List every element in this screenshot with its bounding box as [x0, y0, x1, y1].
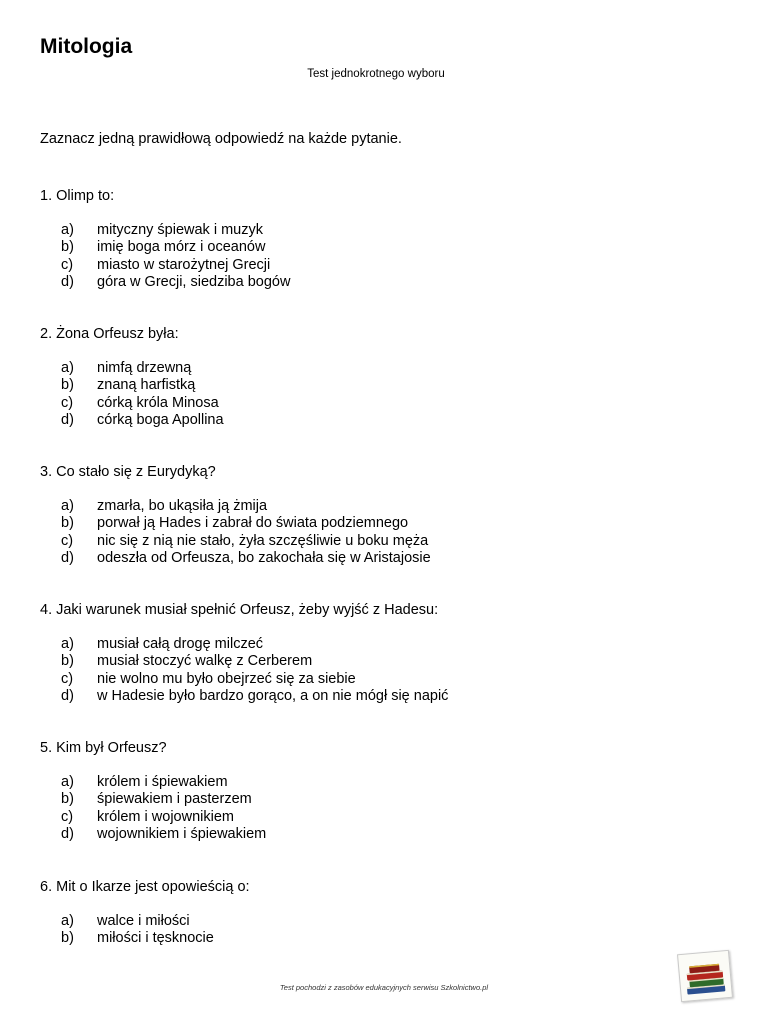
answer-item — [40, 257, 740, 274]
answer-text: imię boga mórz i oceanów — [97, 239, 266, 256]
answer-text: śpiewakiem i pasterzem — [97, 791, 252, 808]
answer-letter: d) — [61, 687, 74, 704]
question-text: 2. Żona Orfeusz była: — [40, 326, 179, 342]
answer-item — [40, 550, 740, 567]
answer-item — [40, 239, 740, 256]
answer-letter: b) — [61, 791, 74, 808]
footer-source-note: Test pochodzi z zasobów edukacyjnych serwisu Szkolnictwo.pl — [279, 983, 489, 992]
answer-text: walce i miłości — [97, 913, 190, 929]
answer-text: miasto w starożytnej Grecji — [97, 256, 271, 273]
answer-item — [40, 360, 740, 377]
answer-letter: b) — [61, 239, 74, 256]
answer-text: nic się z nią nie stało, żyła szczęśliwie u boku męża — [97, 532, 429, 549]
answer-text: córką boga Apollina — [97, 411, 224, 428]
answer-text: musiał całą drogę milczeć — [97, 636, 264, 652]
answer-text: wojownikiem i śpiewakiem — [97, 825, 267, 842]
answer-item — [40, 636, 740, 653]
answer-text: porwał ją Hades i zabrał do świata podziemnego — [97, 515, 409, 532]
page-subtitle: Test jednokrotnego wyboru — [307, 68, 445, 80]
answer-text: królem i wojownikiem — [97, 808, 234, 825]
question-4 — [40, 601, 740, 705]
answer-item — [40, 274, 740, 291]
question-text: 1. Olimp to: — [40, 188, 115, 204]
answer-list — [40, 774, 740, 843]
answer-item — [40, 791, 740, 808]
answer-item — [40, 826, 740, 843]
question-text: 5. Kim był Orfeusz? — [40, 740, 167, 756]
answer-letter: b) — [61, 653, 74, 670]
answer-item — [40, 395, 740, 412]
answer-item — [40, 688, 740, 705]
answer-item — [40, 498, 740, 515]
answer-item — [40, 412, 740, 429]
instruction-text: Zaznacz jedną prawidłową odpowiedź na każde pytanie. — [40, 131, 402, 147]
answer-letter: c) — [61, 532, 74, 549]
answer-item — [40, 930, 740, 947]
answer-item — [40, 377, 740, 394]
answer-text: królem i śpiewakiem — [97, 774, 228, 790]
answer-list — [40, 913, 740, 948]
answer-letter: b) — [61, 515, 74, 532]
question-1 — [40, 187, 740, 291]
answer-item — [40, 222, 740, 239]
question-text: 6. Mit o Ikarze jest opowieścią o: — [40, 879, 250, 895]
answer-item — [40, 533, 740, 550]
page-title: Mitologia — [40, 35, 133, 58]
answer-letter: c) — [61, 394, 74, 411]
answer-letter: c) — [61, 808, 74, 825]
answer-item — [40, 653, 740, 670]
answer-letter: c) — [61, 256, 74, 273]
answer-text: znaną harfistką — [97, 377, 196, 394]
answer-item — [40, 809, 740, 826]
answer-text: mityczny śpiewak i muzyk — [97, 222, 263, 238]
books-stack-graphic — [678, 951, 732, 1001]
answer-list — [40, 636, 740, 705]
answer-letter: a) — [61, 774, 74, 790]
answer-text: nie wolno mu było obejrzeć się za siebie — [97, 670, 356, 687]
question-6 — [40, 878, 740, 948]
answer-text: zmarła, bo ukąsiła ją żmija — [97, 498, 268, 514]
answer-letter: d) — [61, 411, 74, 428]
answer-letter: a) — [61, 360, 74, 376]
answer-text: w Hadesie było bardzo gorąco, a on nie mógł się napić — [97, 687, 449, 704]
answer-item — [40, 913, 740, 930]
answer-text: córką króla Minosa — [97, 394, 219, 411]
question-5 — [40, 739, 740, 843]
answer-text: nimfą drzewną — [97, 360, 192, 376]
answer-letter: a) — [61, 913, 74, 929]
books-stack-icon — [677, 950, 733, 1002]
question-text: 4. Jaki warunek musiał spełnić Orfeusz, żeby wyjść z Hadesu: — [40, 602, 439, 618]
answer-text: musiał stoczyć walkę z Cerberem — [97, 653, 313, 670]
answer-letter: d) — [61, 549, 74, 566]
question-2 — [40, 325, 740, 429]
answer-item — [40, 671, 740, 688]
answer-item — [40, 774, 740, 791]
answer-letter: b) — [61, 930, 74, 947]
answer-letter: a) — [61, 636, 74, 652]
answer-letter: a) — [61, 222, 74, 238]
answer-text: góra w Grecji, siedziba bogów — [97, 273, 291, 290]
answer-letter: a) — [61, 498, 74, 514]
answer-letter: c) — [61, 670, 74, 687]
answer-letter: d) — [61, 273, 74, 290]
answer-list — [40, 360, 740, 429]
question-text: 3. Co stało się z Eurydyką? — [40, 464, 216, 480]
answer-list — [40, 222, 740, 291]
question-3 — [40, 463, 740, 567]
answer-letter: d) — [61, 825, 74, 842]
answer-text: miłości i tęsknocie — [97, 930, 214, 947]
answer-item — [40, 515, 740, 532]
answer-text: odeszła od Orfeusza, bo zakochała się w Aristajosie — [97, 549, 431, 566]
answer-list — [40, 498, 740, 567]
answer-letter: b) — [61, 377, 74, 394]
